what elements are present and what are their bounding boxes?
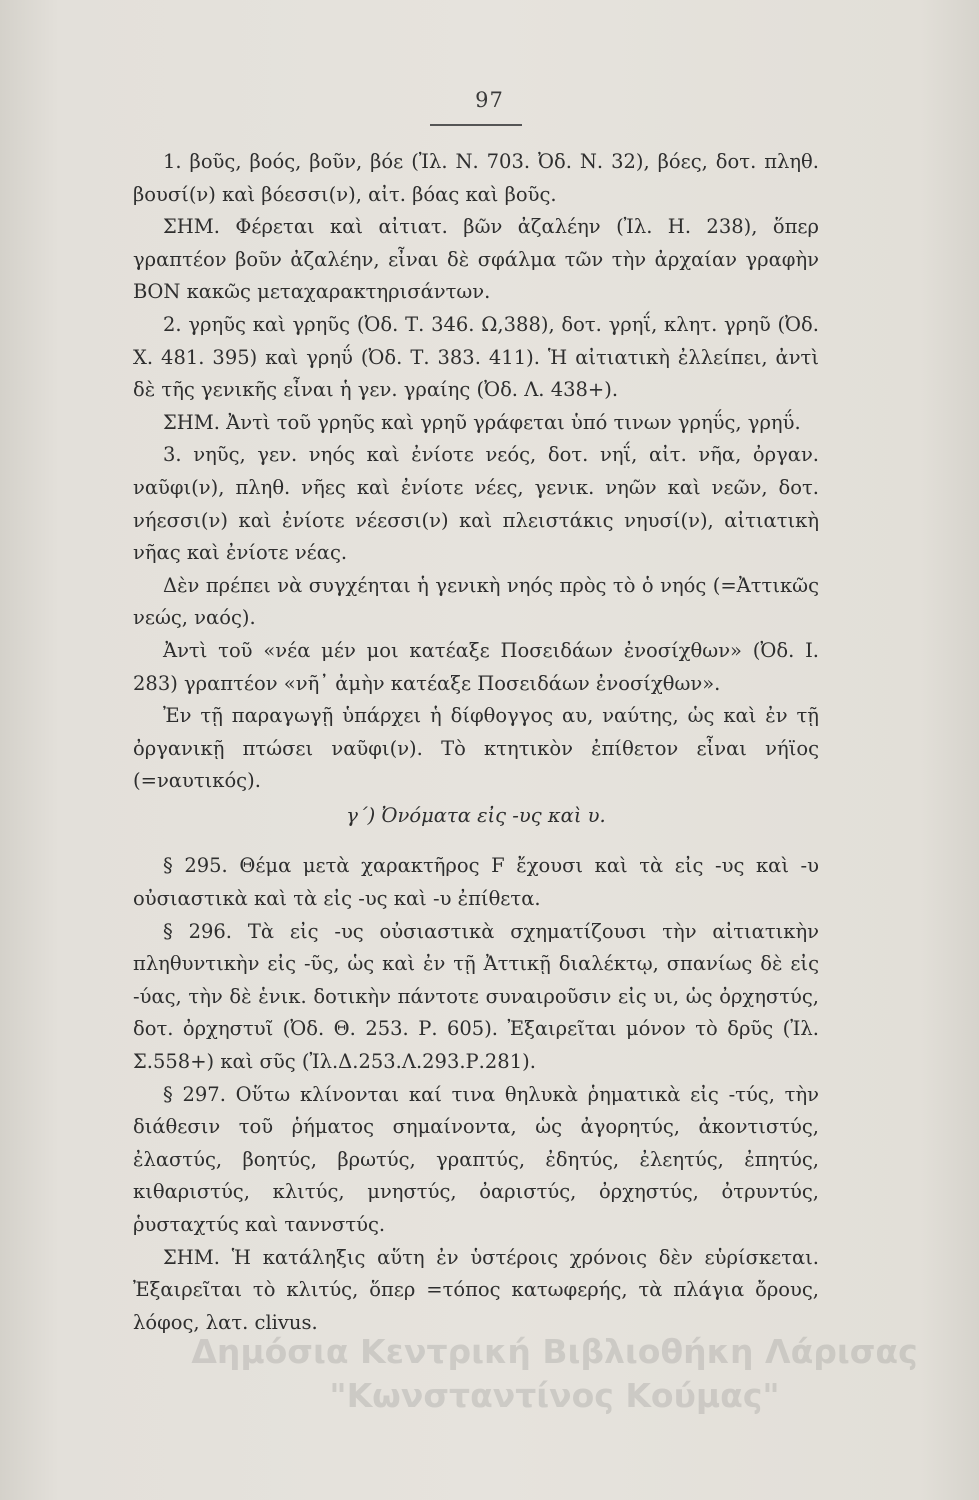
section-295: § 295. Θέμα μετὰ χαρακτῆρος F ἔχουσι καὶ τὰ εἰς -υς καὶ -υ οὐσιαστικὰ καὶ τὰ εἰς -υς καὶ -υ ἐπίθετα.: [133, 854, 819, 911]
section-heading: γ´) Ὀνόματα εἰς -υς καὶ υ.: [346, 803, 606, 827]
note-bous: ΣΗΜ. Φέρεται καὶ αἰτιατ. βῶν ἀζαλέην (Ἰλ. Η. 238), ὅπερ γραπτέον βοῦν ἀζαλέην, εἶναι δὲ σφάλμα τῶν τὴν ἀρχαίαν γραφὴν ΒΟΝ κακῶς μεταχαρακτηρισάντων.: [133, 215, 819, 304]
page-number-rule: [430, 124, 522, 126]
paragraph-odyssey-quote: Ἀντὶ τοῦ «νέα μέν μοι κατέαξε Ποσειδάων ἐνοσίχθων» (Ὀδ. Ι. 283) γραπτέον «νῆ᾽ ἀμὴν κατέαξε Ποσειδάων ἐνοσίχθων».: [133, 638, 819, 695]
section-296: § 296. Τὰ εἰς -υς οὐσιαστικὰ σχηματίζουσι τὴν αἰτιατικὴν πληθυντικὴν εἰς -ῦς, ὡς καὶ ἐν τῇ Ἀττικῇ διαλέκτῳ, σπανίως δὲ εἰς -ύας, τὴν δὲ ἑνικ. δοτικὴν πάντοτε συναιροῦσιν εἰς υι, ὡς ὀρχηστύς, δοτ. ὀρχηστυῖ (Ὀδ. Θ. 253. Ρ. 605). Ἐξαιρεῖται μόνον τὸ δρῦς (Ἰλ. Σ.558+) καὶ σῦς (Ἰλ.Δ.253.Λ.293.Ρ.281).: [133, 919, 819, 1074]
paragraph-nhos: Δὲν πρέπει νὰ συγχέηται ἡ γενικὴ νηός πρὸς τὸ ὁ νηός (=Ἀττικῶς νεώς, ναός).: [133, 573, 819, 630]
watermark-line-1: Δημόσια Κεντρική Βιβλιοθήκη Λάρισας: [191, 1332, 918, 1371]
body-text: [133, 146, 819, 1339]
watermark-line-2: "Κωνσταντίνος Κούμας": [329, 1376, 780, 1415]
section-297: § 297. Οὕτω κλίνονται καί τινα θηλυκὰ ῥηματικὰ εἰς -τύς, τὴν διάθεσιν τοῦ ῥήματος σημαίνοντα, ὡς ἀγορητύς, ἀκοντιστύς, ἐλαστύς, βοητύς, βρωτύς, γραπτύς, ἐδητύς, ἐλεητύς, ἐπητύς, κιθαριστύς, κλιτύς, μνηστύς, ὀαριστύς, ὀρχηστύς, ὀτρυντύς, ῥυσταχτύς καὶ ταννστύς.: [133, 1082, 819, 1236]
paragraph-nhus: 3. νηῦς, γεν. νηός καὶ ἐνίοτε νεός, δοτ. νηΐ, αἰτ. νῆα, ὀργαν. ναῦφι(ν), πληθ. νῆες καὶ ἐνίοτε νέες, γενικ. νηῶν καὶ νεῶν, δοτ. νήεσσι(ν) καὶ ἐνίοτε νέεσσι(ν) καὶ πλειστάκις νηυσί(ν), αἰτιατικὴ νῆας καὶ ἐνίοτε νέας.: [133, 443, 819, 565]
note-klitus: ΣΗΜ. Ἡ κατάληξις αὕτη ἐν ὑστέροις χρόνοις δὲν εὑρίσκεται. Ἐξαιρεῖται τὸ κλιτύς, ὅπερ =τόπος κατωφερής, τὰ πλάγια ὄρους, λόφος, λατ. clivus.: [133, 1245, 819, 1334]
note-grhus: ΣΗΜ. Ἀντὶ τοῦ γρηῦς καὶ γρηῦ γράφεται ὑπό τινων γρηΰς, γρηΰ.: [163, 410, 801, 434]
library-watermark: [0, 1330, 979, 1418]
paragraph-derivation: Ἐν τῇ παραγωγῇ ὑπάρχει ἡ δίφθογγος αυ, ναύτης, ὡς καὶ ἐν τῇ ὀργανικῇ πτώσει ναῦφι(ν). Τὸ κτητικὸν ἐπίθετον εἶναι νήϊος (=ναυτικός).: [133, 704, 819, 793]
paragraph-bous: 1. βοῦς, βοός, βοῦν, βόε (Ἰλ. Ν. 703. Ὀδ. Ν. 32), βόες, δοτ. πληθ. βουσί(ν) καὶ βόεσσι(ν), αἰτ. βόας καὶ βοῦς.: [133, 150, 819, 206]
page-number: 97: [475, 88, 504, 112]
paragraph-grhus: 2. γρηῦς καὶ γρηῦς (Ὀδ. Τ. 346. Ω,388), δοτ. γρηΐ, κλητ. γρηῦ (Ὀδ. Χ. 481. 395) καὶ γρηΰ (Ὀδ. Τ. 383. 411). Ἡ αἰτιατικὴ ἐλλείπει, ἀντὶ δὲ τῆς γενικῆς εἶναι ἡ γεν. γραίης (Ὀδ. Λ. 438+).: [133, 312, 819, 402]
